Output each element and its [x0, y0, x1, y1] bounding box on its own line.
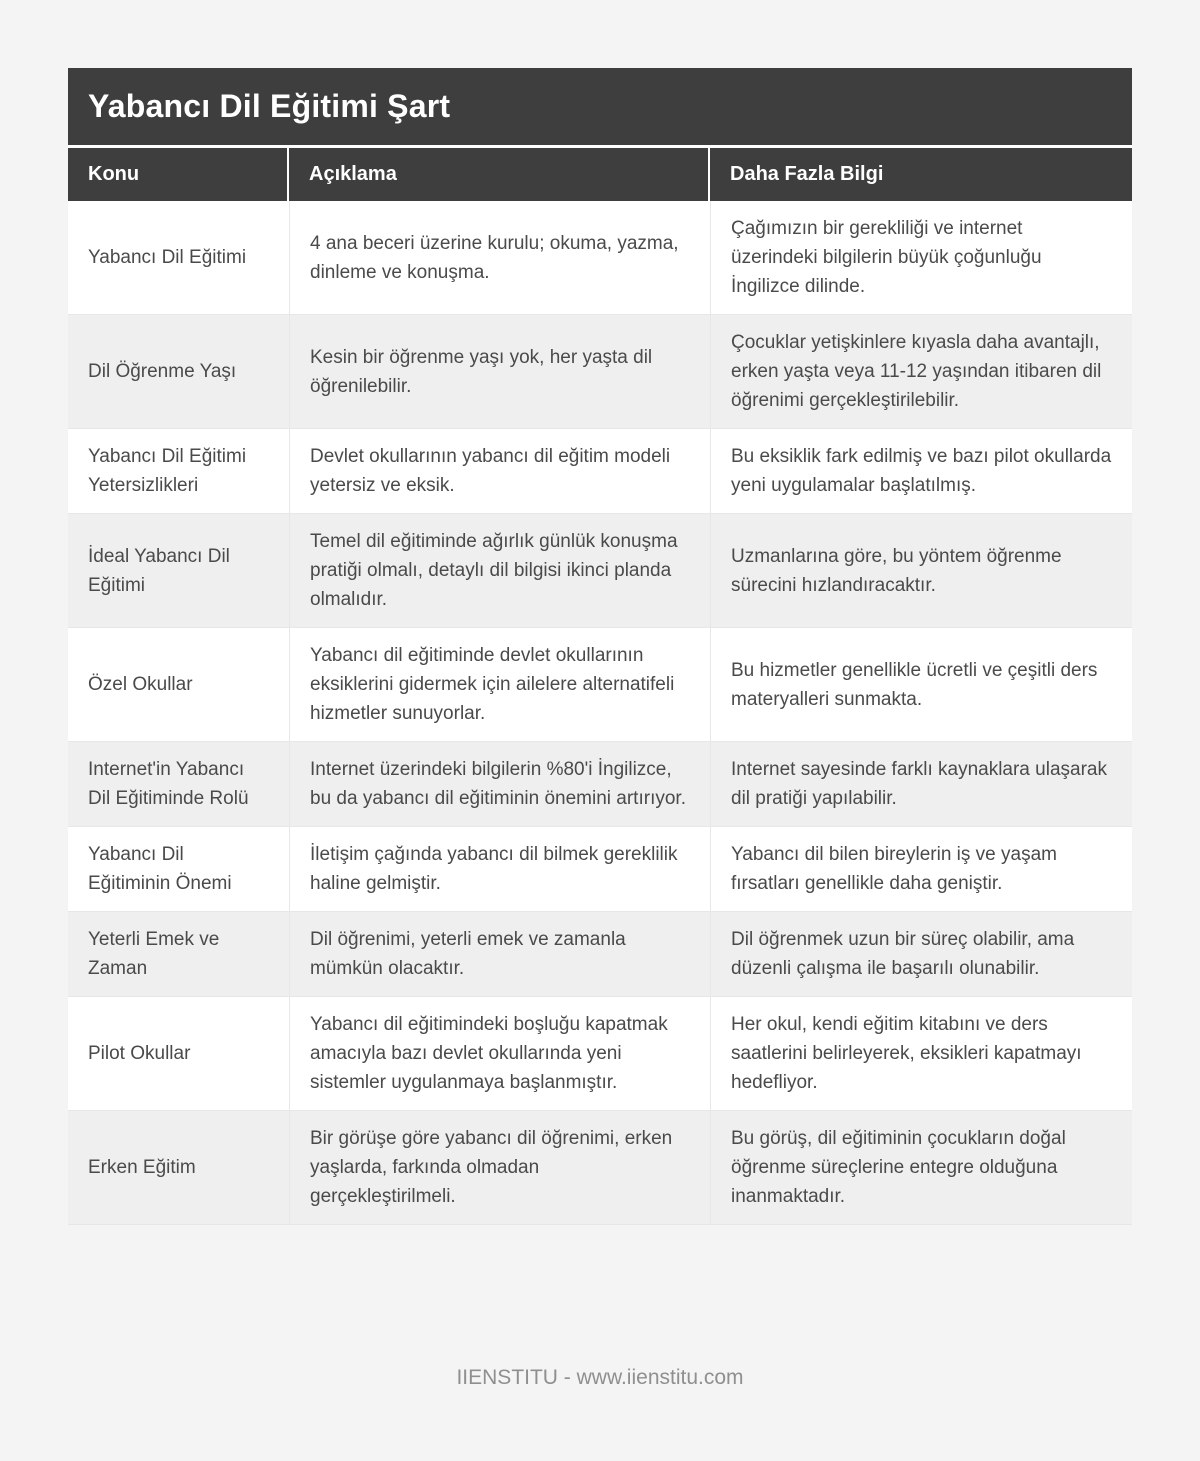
cell-aciklama: Kesin bir öğrenme yaşı yok, her yaşta dil öğrenilebilir. — [289, 315, 710, 428]
cell-aciklama: Internet üzerindeki bilgilerin %80'i İngilizce, bu da yabancı dil eğitiminin önemini artırıyor. — [289, 742, 710, 826]
column-header-aciklama: Açıklama — [289, 148, 710, 201]
cell-konu: Pilot Okullar — [88, 1043, 191, 1064]
column-header-daha-fazla-bilgi: Daha Fazla Bilgi — [710, 148, 1132, 201]
page-title: Yabancı Dil Eğitimi Şart — [88, 88, 451, 124]
cell-daha-fazla-bilgi: Uzmanlarına göre, bu yöntem öğrenme sürecini hızlandıracaktır. — [710, 514, 1132, 627]
cell-konu: Özel Okullar — [88, 674, 193, 695]
table-row — [68, 428, 1132, 513]
table-row — [68, 201, 1132, 314]
cell-aciklama: 4 ana beceri üzerine kurulu; okuma, yazma, dinleme ve konuşma. — [289, 201, 710, 314]
column-header-konu: Konu — [68, 148, 289, 201]
info-table-card — [68, 68, 1132, 1225]
table-header-row — [68, 148, 1132, 201]
cell-konu: Erken Eğitim — [88, 1157, 196, 1178]
cell-konu: Dil Öğrenme Yaşı — [88, 361, 237, 382]
cell-aciklama: Bir görüşe göre yabancı dil öğrenimi, erken yaşlarda, farkında olmadan gerçekleştirilmeli. — [289, 1111, 710, 1224]
table-row — [68, 314, 1132, 428]
table-row — [68, 1110, 1132, 1224]
table-title-bar — [68, 68, 1132, 145]
cell-daha-fazla-bilgi: Çağımızın bir gerekliliği ve internet üzerindeki bilgilerin büyük çoğunluğu İngilizce dilinde. — [710, 201, 1132, 314]
table-row — [68, 741, 1132, 826]
table-row — [68, 911, 1132, 996]
table-row — [68, 996, 1132, 1110]
table-row — [68, 826, 1132, 911]
cell-daha-fazla-bilgi: Internet sayesinde farklı kaynaklara ulaşarak dil pratiği yapılabilir. — [710, 742, 1132, 826]
cell-konu: Yabancı Dil Eğitimi Yetersizlikleri — [88, 446, 247, 496]
cell-aciklama: Dil öğrenimi, yeterli emek ve zamanla mümkün olacaktır. — [289, 912, 710, 996]
cell-aciklama: İletişim çağında yabancı dil bilmek gereklilik haline gelmiştir. — [289, 827, 710, 911]
cell-konu: Yeterli Emek ve Zaman — [88, 929, 220, 979]
cell-konu: Yabancı Dil Eğitiminin Önemi — [88, 844, 232, 894]
table-row — [68, 513, 1132, 627]
cell-konu: İdeal Yabancı Dil Eğitimi — [88, 545, 230, 596]
cell-aciklama: Yabancı dil eğitimindeki boşluğu kapatmak amacıyla bazı devlet okullarında yeni sistemler uygulanmaya başlanmıştır. — [289, 997, 710, 1110]
cell-daha-fazla-bilgi: Bu hizmetler genellikle ücretli ve çeşitli ders materyalleri sunmakta. — [710, 628, 1132, 741]
footer-branding: IIENSTITU - www.iienstitu.com — [456, 1366, 744, 1389]
cell-daha-fazla-bilgi: Bu görüş, dil eğitiminin çocukların doğal öğrenme süreçlerine entegre olduğuna inanmaktadır. — [710, 1111, 1132, 1224]
table-row — [68, 627, 1132, 741]
cell-daha-fazla-bilgi: Çocuklar yetişkinlere kıyasla daha avantajlı, erken yaşta veya 11-12 yaşından itibaren dil öğrenimi gerçekleştirilebilir. — [710, 315, 1132, 428]
table-body — [68, 201, 1132, 1225]
cell-aciklama: Yabancı dil eğitiminde devlet okullarının eksiklerini gidermek için ailelere alternatifeli hizmetler sunuyorlar. — [289, 628, 710, 741]
cell-daha-fazla-bilgi: Yabancı dil bilen bireylerin iş ve yaşam fırsatları genellikle daha geniştir. — [710, 827, 1132, 911]
cell-konu: Internet'in Yabancı Dil Eğitiminde Rolü — [88, 759, 249, 809]
cell-konu: Yabancı Dil Eğitimi — [88, 247, 247, 268]
cell-daha-fazla-bilgi: Her okul, kendi eğitim kitabını ve ders saatlerini belirleyerek, eksikleri kapatmayı hedefliyor. — [710, 997, 1132, 1110]
footer — [0, 1366, 1200, 1390]
cell-daha-fazla-bilgi: Bu eksiklik fark edilmiş ve bazı pilot okullarda yeni uygulamalar başlatılmış. — [710, 429, 1132, 513]
cell-aciklama: Temel dil eğitiminde ağırlık günlük konuşma pratiği olmalı, detaylı dil bilgisi ikinci planda olmalıdır. — [289, 514, 710, 627]
cell-aciklama: Devlet okullarının yabancı dil eğitim modeli yetersiz ve eksik. — [289, 429, 710, 513]
cell-daha-fazla-bilgi: Dil öğrenmek uzun bir süreç olabilir, ama düzenli çalışma ile başarılı olunabilir. — [710, 912, 1132, 996]
